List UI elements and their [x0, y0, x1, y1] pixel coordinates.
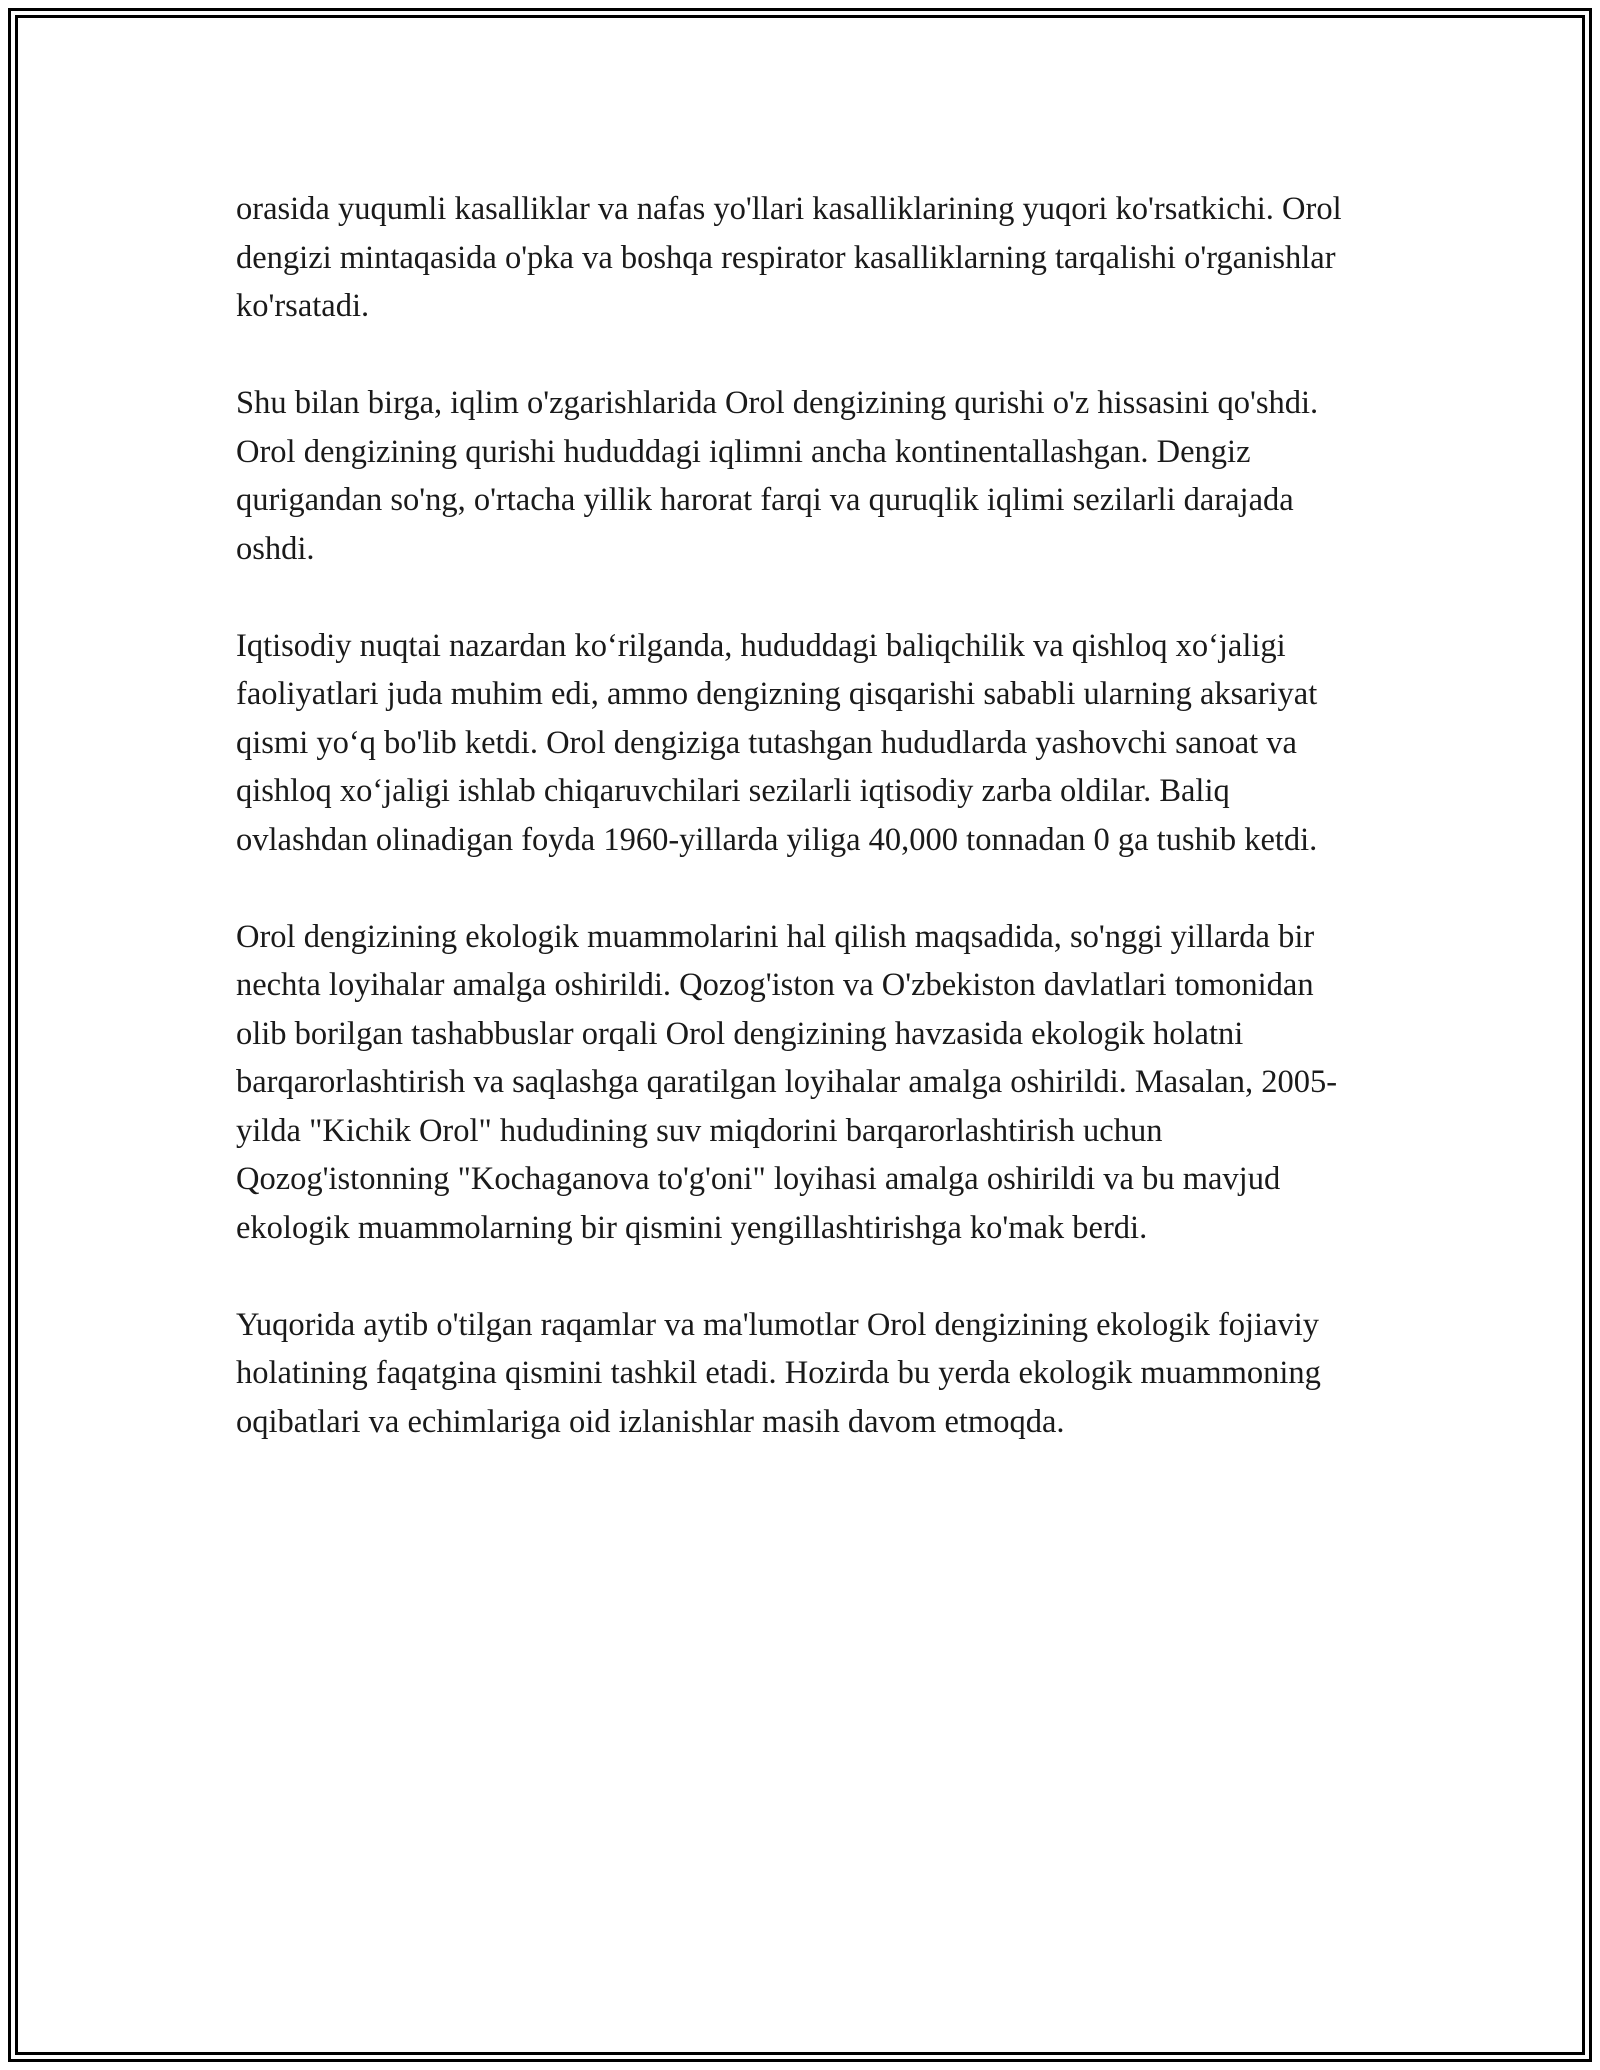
paragraph-5: Yuqorida aytib o'tilgan raqamlar va ma'lumotlar Orol dengizining ekologik fojiaviy holatining faqatgina qismini tashkil etadi. Hozirda bu yerda ekologik muammoning oqibatlari va echimlariga oid izlanishlar masih davom etmoqda.	[236, 1306, 1321, 1440]
paragraph-3: Iqtisodiy nuqtai nazardan koʻrilganda, hududdagi baliqchilik va qishloq xoʻjaligi faoliyatlari juda muhim edi, ammo dengizning qisqarishi sababli ularning aksariyat qismi yoʻq bo'lib ketdi. Orol dengiziga tutashgan hududlarda yashovchi sanoat va qishloq xoʻjaligi ishlab chiqaruvchilari sezilarli iqtisodiy zarba oldilar. Baliq ovlashdan olinadigan foyda 1960-yillarda yiliga 40,000 tonnadan 0 ga tushib ketdi.	[236, 627, 1318, 858]
paragraph-4: Orol dengizining ekologik muammolarini hal qilish maqsadida, so'nggi yillarda bir nechta loyihalar amalga oshirildi. Qozog'iston va O'zbekiston davlatlari tomonidan olib borilgan tashabbuslar orqali Orol dengizining havzasida ekologik holatni barqarorlashtirish va saqlashga qaratilgan loyihalar amalga oshirildi. Masalan, 2005-yilda "Kichik Orol" hududining suv miqdorini barqarorlashtirish uchun Qozog'istonning "Kochaganova to'g'oni" loyihasi amalga oshirildi va bu mavjud ekologik muammolarning bir qismini yengillashtirishga ko'mak berdi.	[236, 918, 1338, 1246]
paragraph-2: Shu bilan birga, iqlim o'zgarishlarida Orol dengizining qurishi o'z hissasini qo'shdi. Orol dengizining qurishi hududdagi iqlimni ancha kontinentallashgan. Dengiz qurigandan so'ng, o'rtacha yillik harorat farqi va quruqlik iqlimi sezilarli darajada oshdi.	[236, 385, 1319, 567]
paragraph-1: orasida yuqumli kasalliklar va nafas yo'llari kasalliklarining yuqori ko'rsatkichi. Orol dengizi mintaqasida o'pka va boshqa respirator kasalliklarning tarqalishi o'rganishlar ko'rsatadi.	[236, 191, 1342, 324]
document-body	[236, 185, 1364, 1495]
